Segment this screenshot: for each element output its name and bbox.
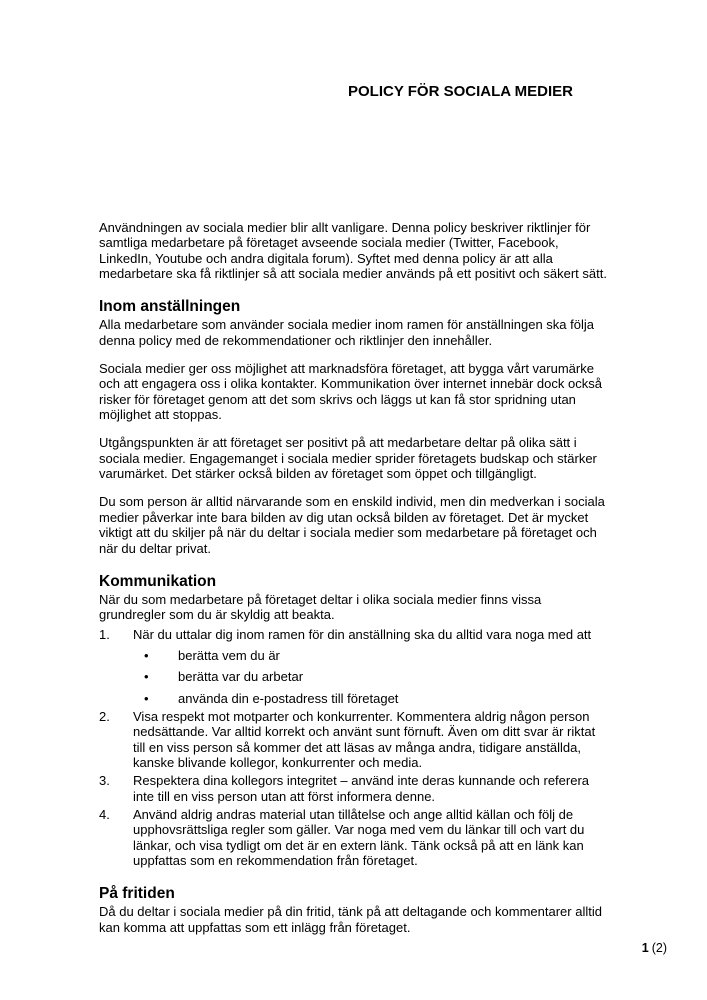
bullet-icon: • [144, 669, 149, 685]
list-item-1 [99, 627, 607, 706]
list-item-3 [99, 773, 607, 804]
list-item-row [99, 709, 607, 770]
list-number: 1. [99, 626, 110, 642]
list-number: 3. [99, 773, 110, 789]
bullet-item [99, 669, 607, 684]
list-item-row [99, 627, 607, 642]
page-number [642, 941, 667, 956]
section-heading-pa-fritiden: På fritiden [99, 885, 175, 903]
bullet-text: berätta var du arbetar [178, 669, 304, 685]
list-text: Visa respekt mot motparter och konkurrenter. Kommentera aldrig någon person nedsättande. Var alltid korrekt och använt sunt förnuft. Även om ditt svar är riktat till en viss person så kommer det att läsas av många andra, tidigare anställda, kanske blivande kollegor, konkurrenter och media. [133, 708, 596, 770]
paragraph: Sociala medier ger oss möjlighet att marknadsföra företaget, att bygga vårt varumärke och att engagera oss i olika kontakter. Kommunikation över internet innebär dock också risker för företaget genom att det som skrivs och läggs ut kan få stor spridning utan möjlighet att stoppas. [99, 361, 602, 423]
bullet-text: använda din e-postadress till företaget [178, 690, 399, 706]
paragraph: Utgångspunkten är att företaget ser positivt på att medarbetare deltar på olika sätt i sociala medier. Engagemanget i sociala medier sprider företagets budskap och stärker varumärket. Det stärker också bilden av företaget som öppet och tillgängligt. [99, 435, 597, 482]
paragraph: När du som medarbetare på företaget deltar i olika sociala medier finns vissa grundregler som du är skyldig att beakta. [99, 591, 542, 623]
bullet-icon: • [144, 647, 149, 663]
list-item-row [99, 773, 607, 804]
bullet-icon: • [144, 690, 149, 706]
paragraph: Alla medarbetare som använder sociala medier inom ramen för anställningen ska följa denna policy med de rekommendationer och riktlinjer den innehåller. [99, 317, 594, 348]
bullet-item [99, 648, 607, 663]
numbered-list [99, 627, 607, 869]
list-text: När du uttalar dig inom ramen för din anställning ska du alltid vara noga med att [133, 626, 592, 642]
bullet-text: berätta vem du är [178, 647, 280, 663]
intro-paragraph: Användningen av sociala medier blir allt vanligare. Denna policy beskriver riktlinjer för samtliga medarbetare på företaget avseende sociala medier (Twitter, Facebook, LinkedIn, Youtube och andra digitala forum). Syftet med denna policy är att alla medarbetare ska få riktlinjer så att sociala medier används på ett positivt och säkert sätt. [99, 220, 607, 282]
list-item-row [99, 807, 607, 868]
section-heading-kommunikation: Kommunikation [99, 572, 217, 590]
list-text: Använd aldrig andras material utan tillåtelse och ange alltid källan och följ de upphovsrättsliga regler som gäller. Var noga med vem du länkar till och vart du länkar, och visa tydligt om det är en extern länk. Tänk också på att en länk kan uppfattas som en rekommendation från företaget. [133, 806, 585, 868]
section-heading-inom-anstallningen: Inom anställningen [99, 298, 241, 316]
paragraph: Då du deltar i sociala medier på din fritid, tänk på att deltagande och kommentarer alltid kan komma att uppfattas som ett inlägg från företaget. [99, 904, 602, 935]
list-item-2 [99, 709, 607, 770]
bullet-item [99, 691, 607, 706]
page-number-total: (2) [651, 941, 667, 955]
list-number: 2. [99, 708, 110, 724]
paragraph: Du som person är alltid närvarande som en enskild individ, men din medverkan i sociala medier påverkar inte bara bilden av dig utan också bilden av företaget. Det är mycket viktigt att du skiljer på när du deltar i sociala medier som medarbetare på företaget och när du deltar privat. [99, 494, 605, 556]
page-title: POLICY FÖR SOCIALA MEDIER [348, 83, 574, 100]
list-item-4 [99, 807, 607, 868]
list-text: Respektera dina kollegors integritet – använd inte deras kunnande och referera inte till en viss person utan att först informera denne. [133, 773, 590, 804]
page-number-current: 1 [641, 941, 649, 955]
document-body [99, 220, 607, 948]
list-number: 4. [99, 806, 110, 822]
